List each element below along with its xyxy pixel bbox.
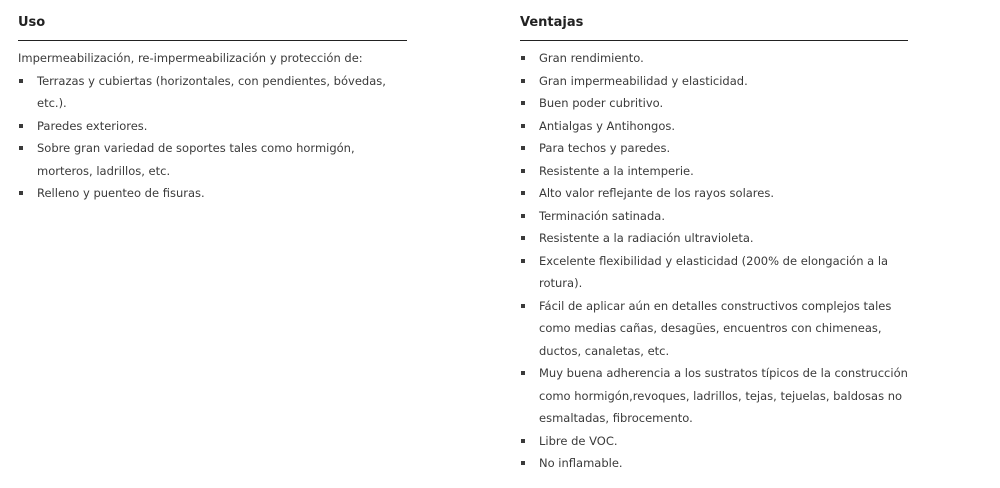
list-item bbox=[520, 205, 908, 228]
bullet-icon bbox=[521, 461, 525, 465]
list-item-text: Gran rendimiento. bbox=[539, 51, 644, 65]
list-item bbox=[520, 227, 908, 250]
ventajas-section bbox=[520, 12, 908, 475]
list-item-text: Para techos y paredes. bbox=[539, 141, 671, 155]
list-item-text: Buen poder cubritivo. bbox=[539, 96, 664, 110]
list-item-text: Antialgas y Antihongos. bbox=[539, 118, 676, 133]
list-item-text: Resistente a la radiación ultravioleta. bbox=[539, 231, 754, 245]
list-item bbox=[18, 182, 407, 205]
bullet-icon bbox=[521, 56, 525, 60]
list-item bbox=[18, 70, 407, 115]
list-item-text: Gran impermeabilidad y elasticidad. bbox=[539, 73, 748, 88]
list-item-text: Resistente a la intemperie. bbox=[539, 163, 694, 178]
uso-section bbox=[18, 12, 407, 205]
list-item-text: Terminación satinada. bbox=[539, 208, 665, 223]
list-item-text: Muy buena adherencia a los sustratos típicos de la construcción como hormigón,revoques, ladrillos, tejas, tejuelas, baldosas no esmaltadas, fibrocemento. bbox=[539, 366, 908, 425]
bullet-icon bbox=[19, 79, 23, 83]
bullet-icon bbox=[521, 214, 525, 218]
list-item bbox=[520, 115, 908, 138]
bullet-icon bbox=[521, 236, 525, 240]
bullet-icon bbox=[521, 101, 525, 105]
ventajas-heading: Ventajas bbox=[520, 12, 908, 41]
list-item-text: Paredes exteriores. bbox=[37, 118, 148, 133]
list-item-text: Sobre gran variedad de soportes tales como hormigón, morteros, ladrillos, etc. bbox=[37, 141, 355, 178]
list-item-text: Relleno y puenteo de fisuras. bbox=[37, 186, 205, 200]
list-item bbox=[520, 160, 908, 183]
list-item bbox=[520, 137, 908, 160]
list-item bbox=[520, 430, 908, 453]
bullet-icon bbox=[521, 304, 525, 308]
list-item-text: Libre de VOC. bbox=[539, 433, 618, 448]
bullet-icon bbox=[521, 146, 525, 150]
list-item bbox=[520, 362, 908, 430]
bullet-icon bbox=[521, 79, 525, 83]
bullet-icon bbox=[521, 439, 525, 443]
list-item bbox=[520, 295, 908, 363]
list-item-text: Terrazas y cubiertas (horizontales, con pendientes, bóvedas, etc.). bbox=[37, 73, 386, 110]
bullet-icon bbox=[19, 191, 23, 195]
list-item bbox=[18, 115, 407, 138]
bullet-icon bbox=[521, 371, 525, 375]
list-item bbox=[520, 182, 908, 205]
list-item-text: Fácil de aplicar aún en detalles constructivos complejos tales como medias cañas, desagües, encuentros con chimeneas, ductos, canaletas, etc. bbox=[539, 298, 892, 358]
bullet-icon bbox=[19, 124, 23, 128]
uso-heading: Uso bbox=[18, 12, 407, 41]
bullet-icon bbox=[521, 259, 525, 263]
ventajas-list bbox=[520, 47, 908, 475]
bullet-icon bbox=[521, 169, 525, 173]
list-item bbox=[520, 70, 908, 93]
list-item bbox=[520, 92, 908, 115]
uso-intro: Impermeabilización, re-impermeabilización y protección de: bbox=[18, 51, 363, 65]
list-item-text: Excelente flexibilidad y elasticidad (200% de elongación a la rotura). bbox=[539, 253, 889, 290]
bullet-icon bbox=[19, 146, 23, 150]
bullet-icon bbox=[521, 124, 525, 128]
uso-list bbox=[18, 70, 407, 205]
list-item bbox=[520, 452, 908, 475]
list-item bbox=[18, 137, 407, 182]
list-item bbox=[520, 47, 908, 70]
bullet-icon bbox=[521, 191, 525, 195]
list-item-text: No inflamable. bbox=[539, 456, 623, 470]
list-item-text: Alto valor reflejante de los rayos solares. bbox=[539, 186, 775, 200]
list-item bbox=[520, 250, 908, 295]
